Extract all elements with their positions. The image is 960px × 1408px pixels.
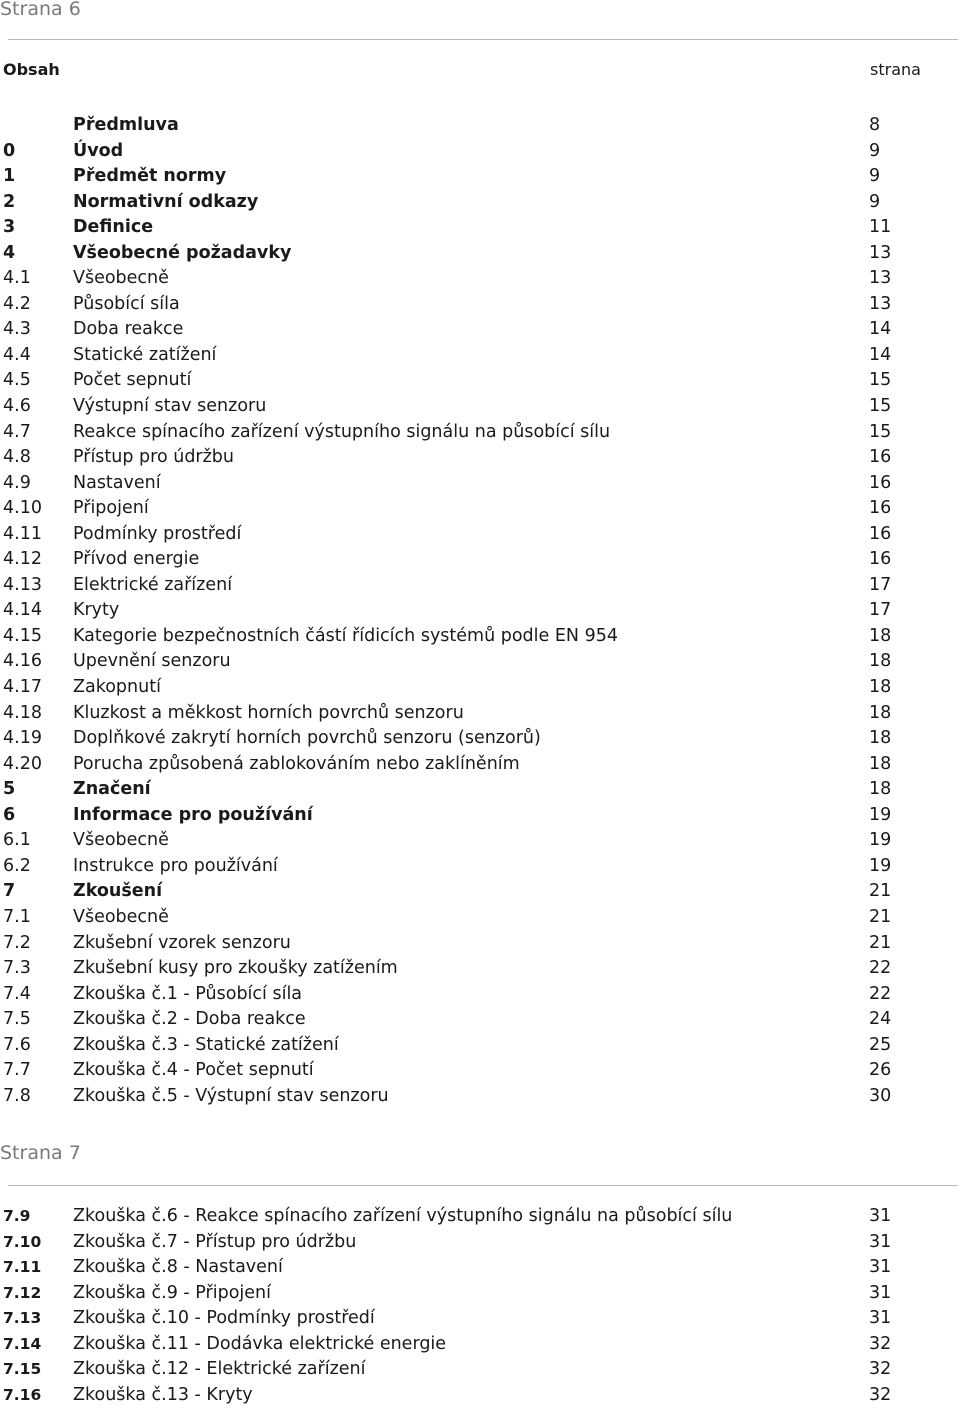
toc-entry-title: Připojení xyxy=(73,498,149,519)
toc-entry xyxy=(0,266,960,292)
toc-entry-title: Působící síla xyxy=(73,293,180,314)
toc-entry-number: 4.2 xyxy=(3,293,31,314)
toc-entry-page: 32 xyxy=(869,1359,892,1380)
toc-entry xyxy=(0,931,960,957)
toc-entry-title: Podmínky prostředí xyxy=(73,523,242,544)
toc-entry-page: 16 xyxy=(869,523,892,544)
toc-entry xyxy=(0,879,960,905)
toc-entry-title: Značení xyxy=(73,779,151,800)
toc-entry xyxy=(0,573,960,599)
toc-entry-title: Výstupní stav senzoru xyxy=(73,396,267,417)
toc-entry xyxy=(0,241,960,267)
toc-entry-title: Zkouška č.5 - Výstupní stav senzoru xyxy=(73,1085,389,1106)
toc-entry-title: Všeobecně xyxy=(73,268,169,289)
toc-entry-page: 13 xyxy=(869,268,892,289)
toc-entry-title: Zakopnutí xyxy=(73,677,161,698)
toc-entry-title: Informace pro používání xyxy=(73,804,313,825)
toc-entry-number: 4.11 xyxy=(3,523,42,544)
toc-entry-title: Předmět normy xyxy=(73,166,227,187)
toc-entry-page: 17 xyxy=(869,600,892,621)
toc-entry-number: 7.13 xyxy=(3,1309,42,1328)
toc-entry xyxy=(0,164,960,190)
toc-entry-number: 4.18 xyxy=(3,702,42,723)
toc-entry xyxy=(0,701,960,727)
toc-entry-page: 22 xyxy=(869,983,892,1004)
toc-entry xyxy=(0,649,960,675)
toc-entry-page: 31 xyxy=(869,1308,892,1329)
toc-entry-page: 32 xyxy=(869,1384,892,1405)
toc-list-page-7 xyxy=(0,1204,960,1408)
toc-entry-title: Kryty xyxy=(73,600,120,621)
toc-entry-page: 14 xyxy=(869,319,892,340)
toc-entry-page: 8 xyxy=(869,115,881,135)
toc-entry xyxy=(0,803,960,829)
toc-entry-page: 22 xyxy=(869,958,892,979)
toc-entry xyxy=(0,1230,960,1256)
toc-entry xyxy=(0,420,960,446)
toc-entry-title: Zkouška č.6 - Reakce spínacího zařízení výstupního signálu na působící sílu xyxy=(73,1206,733,1226)
toc-entry-number: 7.12 xyxy=(3,1283,42,1302)
toc-entry-title: Zkouška č.3 - Statické zatížení xyxy=(73,1034,339,1055)
toc-entry xyxy=(0,368,960,394)
toc-entry xyxy=(0,1357,960,1383)
toc-entry-title: Instrukce pro používání xyxy=(73,855,278,876)
toc-entry-title: Zkouška č.10 - Podmínky prostředí xyxy=(73,1308,375,1329)
toc-entry-number: 7.9 xyxy=(3,1207,31,1225)
toc-entry-title: Všeobecně xyxy=(73,906,169,927)
toc-entry-number: 7.15 xyxy=(3,1360,42,1379)
toc-entry xyxy=(0,215,960,241)
toc-entry-number: 4.19 xyxy=(3,728,42,749)
toc-entry-page: 26 xyxy=(869,1060,892,1081)
toc-entry-number: 5 xyxy=(3,779,16,800)
toc-entry-number: 4.5 xyxy=(3,370,31,391)
toc-entry-number: 7.5 xyxy=(3,1009,31,1030)
toc-entry-page: 21 xyxy=(869,881,892,902)
toc-entry xyxy=(0,1204,960,1230)
toc-entry-number: 7.7 xyxy=(3,1060,31,1081)
toc-entry xyxy=(0,905,960,931)
toc-entry-title: Zkouška č.2 - Doba reakce xyxy=(73,1009,306,1030)
toc-entry-number: 4.20 xyxy=(3,753,42,774)
toc-entry-page: 16 xyxy=(869,472,892,493)
toc-entry-title: Nastavení xyxy=(73,472,161,493)
toc-entry-title: Přívod energie xyxy=(73,549,200,570)
toc-entry-page: 18 xyxy=(869,753,892,774)
toc-entry xyxy=(0,113,960,139)
toc-entry-number: 4.4 xyxy=(3,344,31,365)
toc-entry-page: 9 xyxy=(869,191,881,212)
toc-entry-page: 30 xyxy=(869,1085,892,1106)
toc-entry-number: 7.14 xyxy=(3,1334,42,1353)
toc-entry xyxy=(0,292,960,318)
toc-entry xyxy=(0,445,960,471)
toc-entry xyxy=(0,139,960,165)
toc-entry-title: Kategorie bezpečnostních částí řídicích systémů podle EN 954 xyxy=(73,625,618,646)
toc-entry xyxy=(0,1007,960,1033)
toc-entry-number: 2 xyxy=(3,191,16,212)
toc-entry-title: Normativní odkazy xyxy=(73,191,259,212)
toc-entry-number: 4.9 xyxy=(3,472,31,493)
toc-entry-title: Zkouška č.1 - Působící síla xyxy=(73,983,303,1004)
toc-entry xyxy=(0,1255,960,1281)
toc-entry-page: 21 xyxy=(869,906,892,927)
toc-entry xyxy=(0,675,960,701)
toc-entry-page: 15 xyxy=(869,396,892,417)
toc-entry-title: Zkouška č.12 - Elektrické zařízení xyxy=(73,1359,366,1380)
toc-entry-page: 18 xyxy=(869,779,892,800)
toc-entry-number: 6.2 xyxy=(3,855,31,876)
toc-entry-number: 6 xyxy=(3,804,16,825)
toc-entry-number: 7.8 xyxy=(3,1085,31,1106)
toc-entry-number: 4.6 xyxy=(3,396,31,417)
header-rule-7 xyxy=(8,1185,958,1186)
page-column-label: strana xyxy=(870,60,921,79)
toc-entry-title: Zkouška č.7 - Přístup pro údržbu xyxy=(73,1231,357,1252)
toc-entry-page: 19 xyxy=(869,804,892,825)
toc-entry-page: 11 xyxy=(869,217,892,238)
toc-entry-title: Zkoušení xyxy=(73,881,163,902)
toc-entry xyxy=(0,394,960,420)
toc-entry-title: Zkouška č.4 - Počet sepnutí xyxy=(73,1060,314,1081)
toc-entry-title: Zkouška č.13 - Kryty xyxy=(73,1384,253,1405)
toc-entry-number: 4.1 xyxy=(3,268,31,289)
toc-entry-number: 1 xyxy=(3,166,16,187)
toc-entry-page: 9 xyxy=(869,140,881,161)
toc-entry-number: 0 xyxy=(3,140,16,161)
toc-entry-number: 7.1 xyxy=(3,906,31,927)
toc-entry xyxy=(0,496,960,522)
toc-entry-number: 7.6 xyxy=(3,1034,31,1055)
toc-entry-page: 15 xyxy=(869,421,892,442)
toc-entry-title: Zkouška č.8 - Nastavení xyxy=(73,1257,283,1278)
toc-entry-number: 4.7 xyxy=(3,421,31,442)
toc-entry xyxy=(0,982,960,1008)
toc-entry xyxy=(0,726,960,752)
toc-entry-title: Přístup pro údržbu xyxy=(73,447,235,468)
toc-entry xyxy=(0,828,960,854)
toc-entry-title: Zkušební kusy pro zkoušky zatížením xyxy=(73,958,398,979)
toc-entry xyxy=(0,317,960,343)
toc-title: Obsah xyxy=(3,60,60,79)
toc-entry xyxy=(0,343,960,369)
toc-entry-title: Doba reakce xyxy=(73,319,184,340)
toc-entry-number: 4.8 xyxy=(3,447,31,468)
toc-entry xyxy=(0,1084,960,1110)
toc-entry-page: 19 xyxy=(869,855,892,876)
toc-entry xyxy=(0,854,960,880)
toc-entry-number: 7.3 xyxy=(3,958,31,979)
toc-entry-number: 4.10 xyxy=(3,498,42,519)
toc-entry-page: 18 xyxy=(869,625,892,646)
toc-entry-page: 16 xyxy=(869,498,892,519)
toc-entry-page: 18 xyxy=(869,677,892,698)
toc-entry xyxy=(0,1332,960,1358)
toc-entry-page: 19 xyxy=(869,830,892,851)
toc-entry-title: Všeobecně xyxy=(73,830,169,851)
toc-entry-page: 16 xyxy=(869,447,892,468)
toc-entry-title: Zkouška č.11 - Dodávka elektrické energie xyxy=(73,1333,447,1354)
toc-entry-number: 7.4 xyxy=(3,983,31,1004)
toc-entry-number: 4.15 xyxy=(3,625,42,646)
toc-entry-page: 9 xyxy=(869,166,881,187)
toc-entry-page: 14 xyxy=(869,344,892,365)
toc-entry-title: Upevnění senzoru xyxy=(73,651,231,672)
toc-entry-number: 3 xyxy=(3,217,16,238)
toc-entry-page: 18 xyxy=(869,728,892,749)
toc-entry-title: Elektrické zařízení xyxy=(73,574,233,595)
toc-entry-number: 6.1 xyxy=(3,830,31,851)
toc-list-page-6 xyxy=(0,113,960,1109)
toc-entry-page: 32 xyxy=(869,1333,892,1354)
toc-entry-number: 7.10 xyxy=(3,1232,42,1251)
toc-entry-number: 4.13 xyxy=(3,574,42,595)
toc-entry-number: 7.16 xyxy=(3,1385,42,1404)
toc-entry-page: 31 xyxy=(869,1206,892,1226)
toc-entry-number: 4.14 xyxy=(3,600,42,621)
toc-entry-title: Počet sepnutí xyxy=(73,370,192,391)
toc-entry-title: Doplňkové zakrytí horních povrchů senzoru (senzorů) xyxy=(73,728,541,749)
toc-entry-title: Úvod xyxy=(73,140,124,161)
toc-entry-page: 18 xyxy=(869,702,892,723)
toc-entry xyxy=(0,1281,960,1307)
toc-entry-number: 4.17 xyxy=(3,677,42,698)
toc-entry-title: Všeobecné požadavky xyxy=(73,242,292,263)
toc-entry-title: Zkouška č.9 - Připojení xyxy=(73,1282,271,1303)
toc-entry xyxy=(0,547,960,573)
toc-entry-page: 31 xyxy=(869,1257,892,1278)
toc-entry-title: Definice xyxy=(73,217,154,238)
toc-entry-page: 31 xyxy=(869,1282,892,1303)
toc-entry-page: 13 xyxy=(869,242,892,263)
toc-entry-page: 18 xyxy=(869,651,892,672)
toc-entry xyxy=(0,1033,960,1059)
toc-entry-page: 25 xyxy=(869,1034,892,1055)
toc-entry-title: Statické zatížení xyxy=(73,344,217,365)
toc-entry-page: 24 xyxy=(869,1009,892,1030)
toc-entry xyxy=(0,522,960,548)
toc-entry xyxy=(0,1306,960,1332)
toc-entry-page: 31 xyxy=(869,1231,892,1252)
toc-entry-title: Kluzkost a měkkost horních povrchů senzoru xyxy=(73,702,464,723)
page-header-6: Strana 6 xyxy=(0,0,81,20)
toc-entry-page: 21 xyxy=(869,932,892,953)
toc-entry xyxy=(0,1383,960,1408)
toc-entry xyxy=(0,190,960,216)
toc-entry xyxy=(0,1058,960,1084)
toc-header xyxy=(0,60,960,82)
toc-entry xyxy=(0,598,960,624)
toc-entry-title: Porucha způsobená zablokováním nebo zaklíněním xyxy=(73,753,520,774)
toc-entry-page: 13 xyxy=(869,293,892,314)
toc-entry-number: 7.11 xyxy=(3,1258,42,1277)
toc-entry-page: 16 xyxy=(869,549,892,570)
toc-entry-title: Předmluva xyxy=(73,115,179,135)
toc-entry-number: 7 xyxy=(3,881,16,902)
toc-entry xyxy=(0,752,960,778)
toc-entry-page: 15 xyxy=(869,370,892,391)
toc-entry-title: Reakce spínacího zařízení výstupního signálu na působící sílu xyxy=(73,421,611,442)
toc-entry xyxy=(0,777,960,803)
header-rule-6 xyxy=(8,39,958,40)
toc-entry-number: 7.2 xyxy=(3,932,31,953)
toc-entry xyxy=(0,956,960,982)
toc-entry-number: 4.16 xyxy=(3,651,42,672)
page-header-7: Strana 7 xyxy=(0,1142,81,1164)
toc-entry-title: Zkušební vzorek senzoru xyxy=(73,932,291,953)
toc-entry-number: 4 xyxy=(3,242,16,263)
toc-entry-page: 17 xyxy=(869,574,892,595)
toc-entry xyxy=(0,624,960,650)
toc-entry-number: 4.12 xyxy=(3,549,42,570)
toc-entry-number: 4.3 xyxy=(3,319,31,340)
toc-entry xyxy=(0,471,960,497)
